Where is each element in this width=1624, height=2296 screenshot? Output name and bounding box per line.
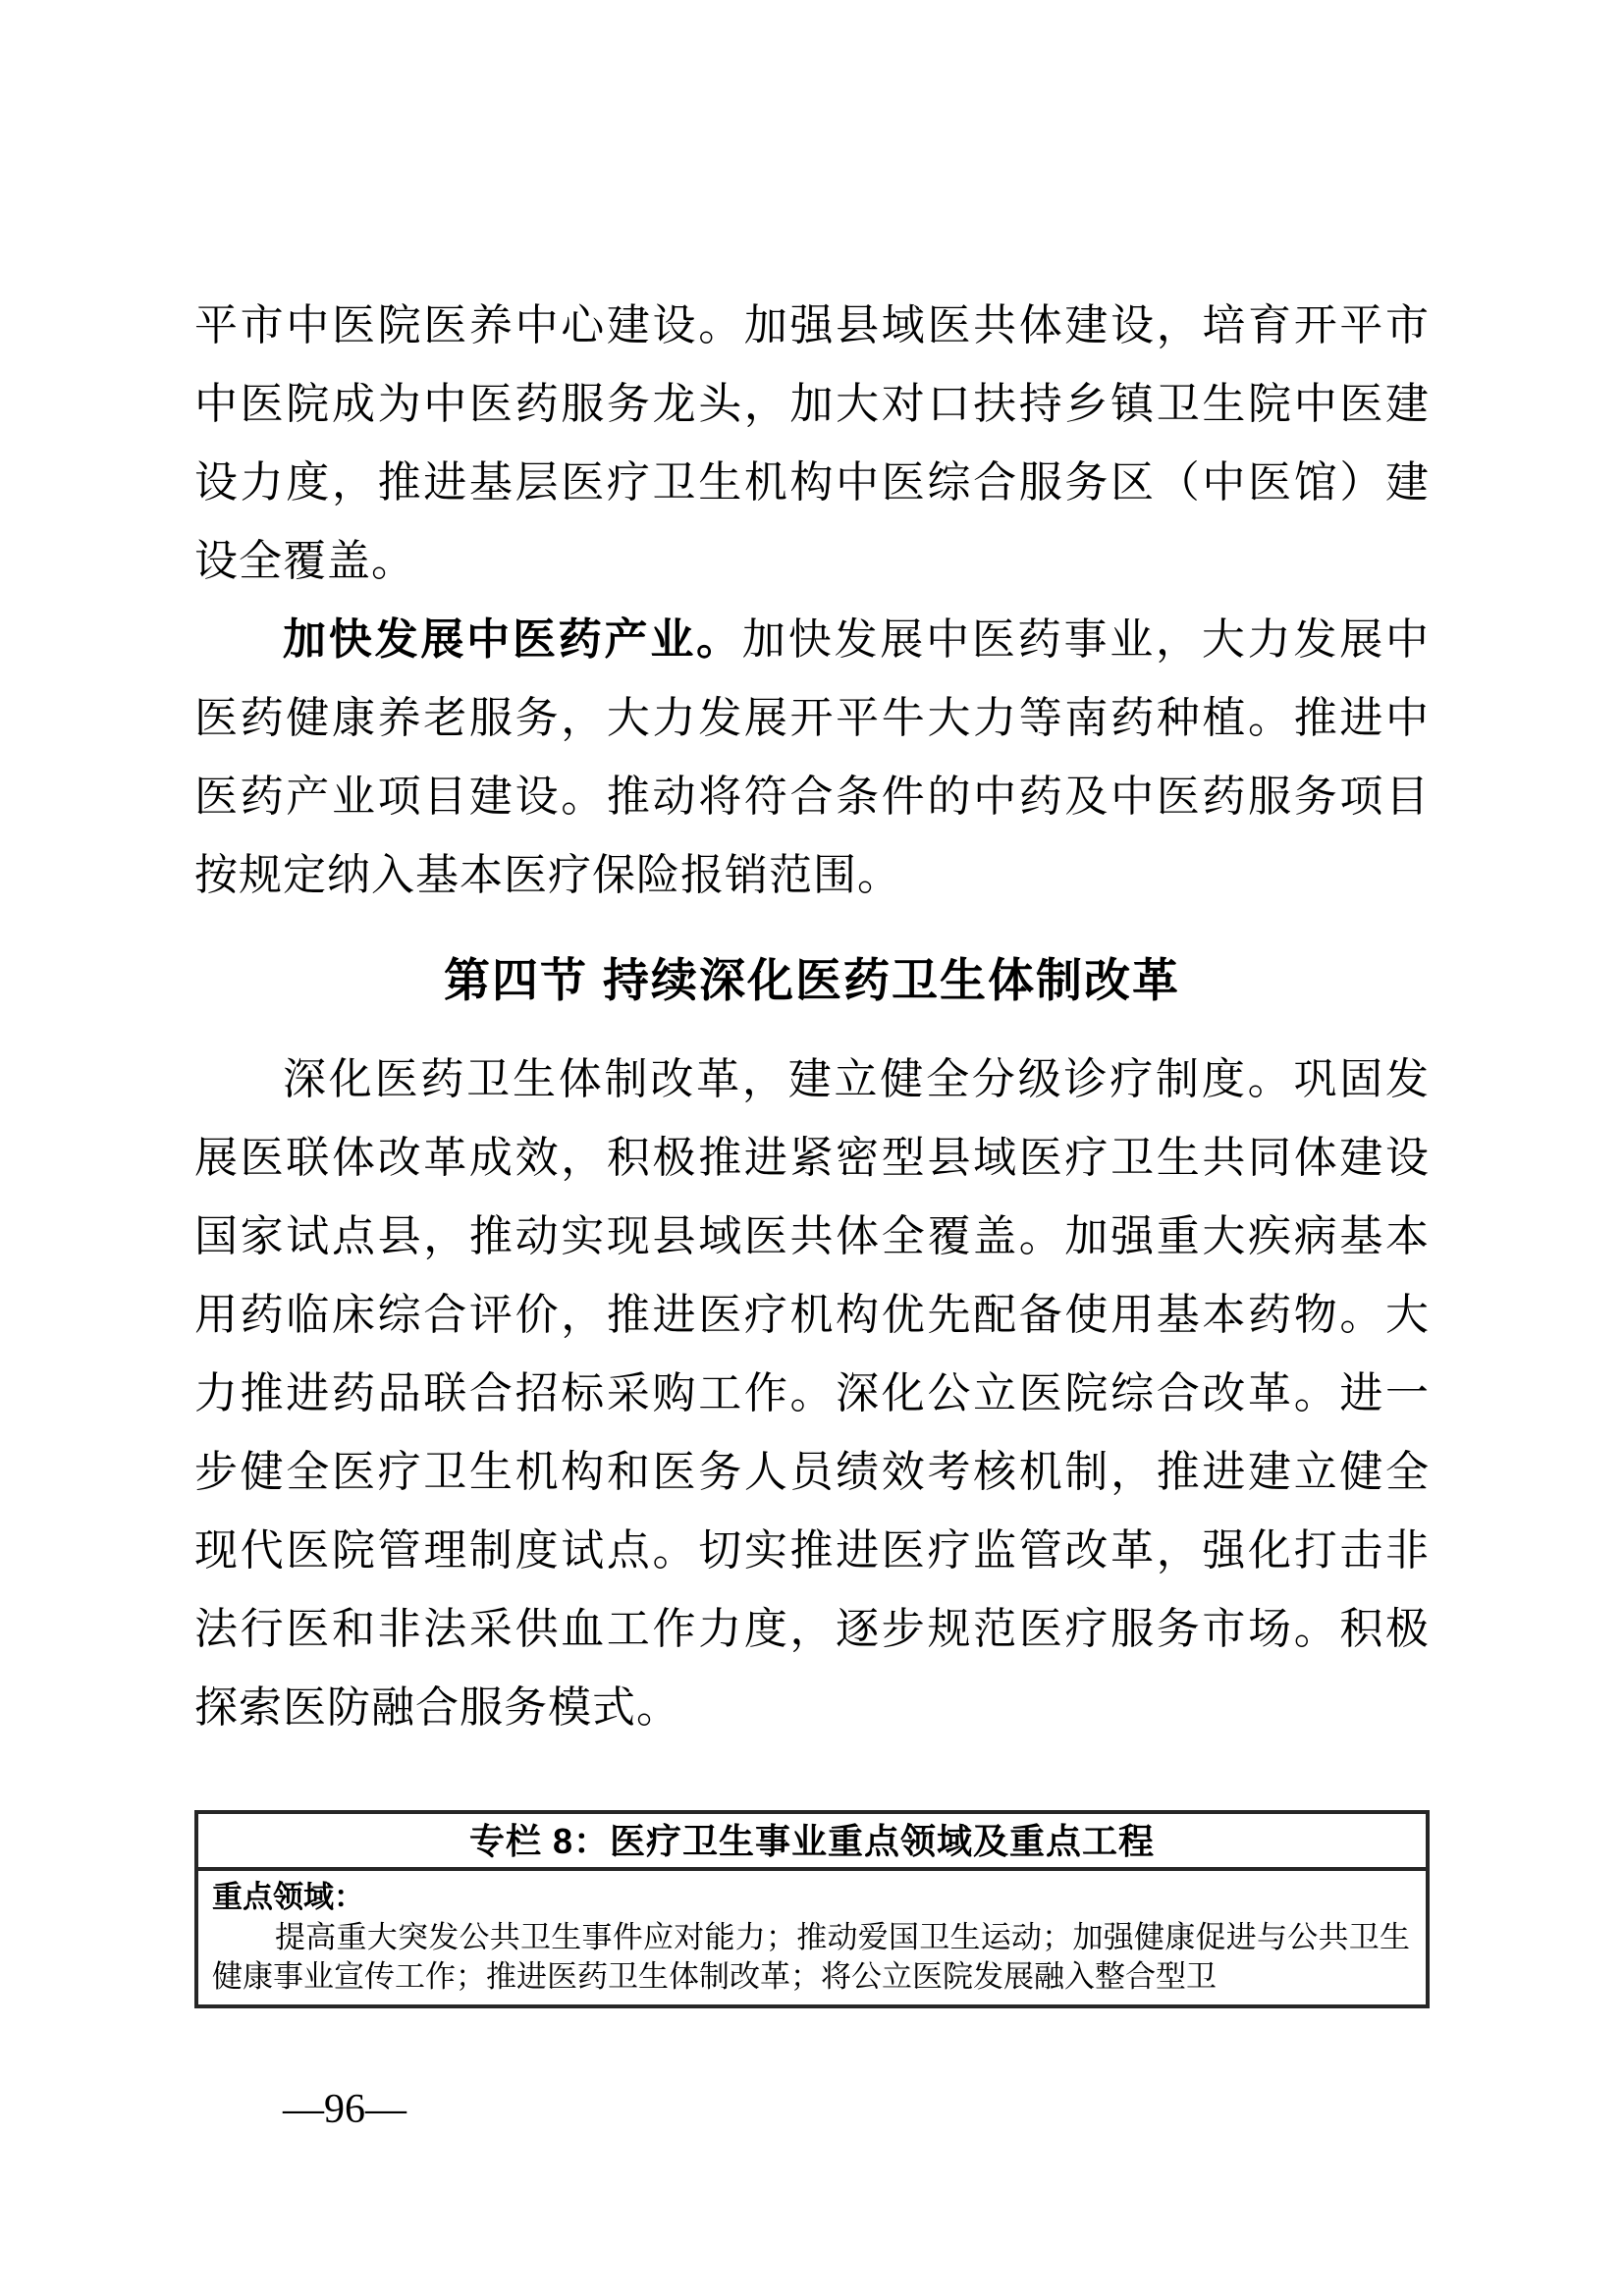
feature-box-column8 xyxy=(194,1810,1430,2008)
feature-box-body xyxy=(198,1871,1426,2004)
feature-box-key-areas-text: 提高重大突发公共卫生事件应对能力；推动爱国卫生运动；加强健康促进与公共卫生健康事业宣传工作；推进医药卫生体制改革；将公立医院发展融入整合型卫 xyxy=(212,1920,1410,1994)
paragraph-tcm-industry xyxy=(194,601,1430,915)
page-number: —96— xyxy=(283,2087,406,2132)
paragraph-medical-reform: 深化医药卫生体制改革，建立健全分级诊疗制度。巩固发展医联体改革成效，积极推进紧密型县域医疗卫生共同体建设国家试点县，推动实现县域医共体全覆盖。加强重大疾病基本用药临床综合评价，推进医疗机构优先配备使用基本药物。大力推进药品联合招标采购工作。深化公立医院综合改革。进一步健全医疗卫生机构和医务人员绩效考核机制，推进建立健全现代医院管理制度试点。切实推进医疗监管改革，强化打击非法行医和非法采供血工作力度，逐步规范医疗服务市场。积极探索医防融合服务模式。 xyxy=(194,1055,1430,1732)
page-content xyxy=(194,287,1430,2008)
feature-box-title: 专栏 8：医疗卫生事业重点领域及重点工程 xyxy=(198,1814,1426,1871)
paragraph-body-text: 加快发展中医药事业，大力发展中医药健康养老服务，大力发展开平牛大力等南药种植。推进中医药产业项目建设。推动将符合条件的中药及中医药服务项目按规定纳入基本医疗保险报销范围。 xyxy=(194,615,1431,899)
paragraph-continuation: 平市中医院医养中心建设。加强县域医共体建设，培育开平市中医院成为中医药服务龙头，加大对口扶持乡镇卫生院中医建设力度，推进基层医疗卫生机构中医综合服务区（中医馆）建设全覆盖。 xyxy=(194,301,1430,585)
feature-box-key-areas-label: 重点领域： xyxy=(212,1880,364,1914)
paragraph-bold-lead: 加快发展中医药产业。 xyxy=(283,615,742,664)
section-heading: 第四节 持续深化医药卫生体制改革 xyxy=(443,954,1181,1006)
